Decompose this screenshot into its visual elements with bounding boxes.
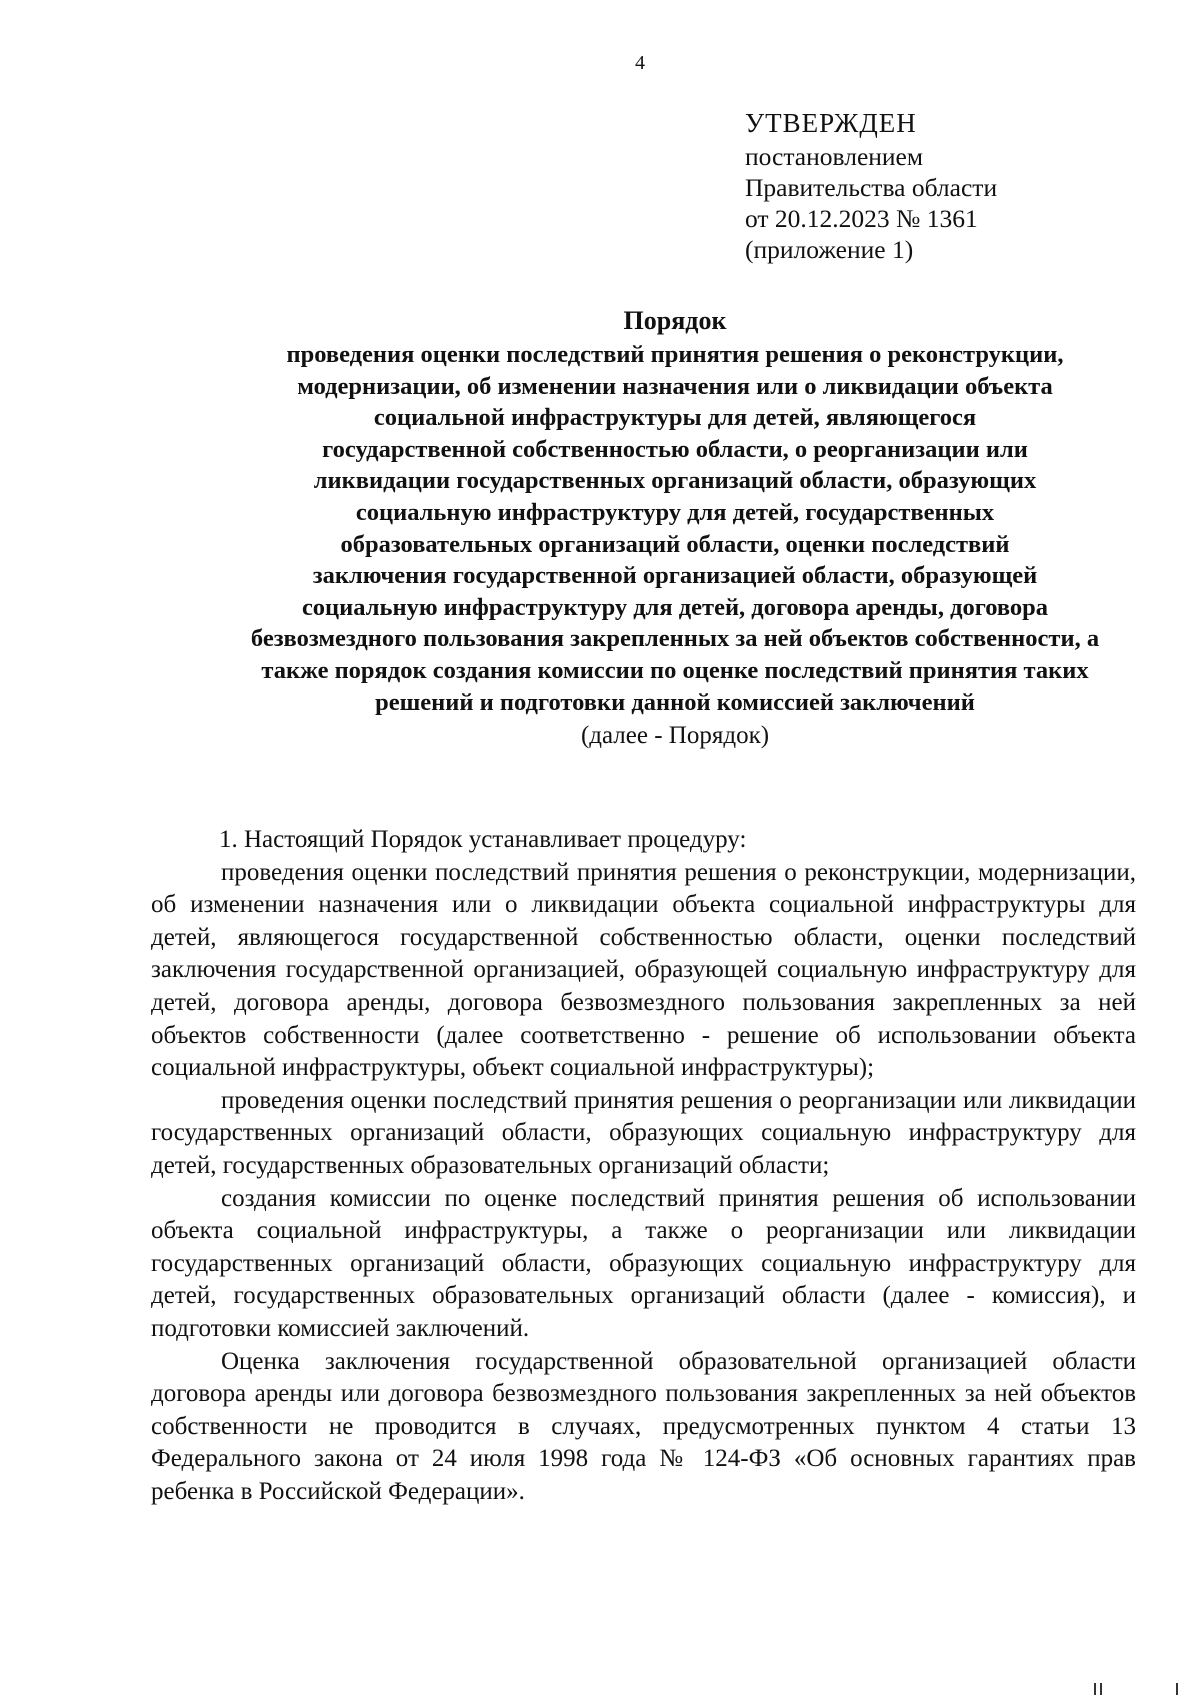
scan-mark: [1176, 1683, 1178, 1695]
heading-line: проведения оценки последствий принятия решения о реконструкции,: [286, 341, 1064, 368]
approval-line: (приложение 1): [745, 235, 914, 264]
scan-mark: [1100, 1683, 1102, 1695]
heading-line: безвозмездного пользования закрепленных за ней объектов собственности, а: [250, 625, 1100, 653]
approval-title: УТВЕРЖДЕН: [745, 108, 917, 138]
heading-title: Порядок: [623, 306, 727, 335]
body-paragraph: 1. Настоящий Порядок устанавливает процедуру:: [219, 826, 747, 853]
heading-line: решений и подготовки данной комиссией заключений: [375, 688, 975, 716]
heading-line: заключения государственной организацией области, образующей: [312, 562, 1038, 590]
document-body: [151, 824, 1136, 1508]
approval-line: Правительства области: [745, 173, 998, 202]
approval-stamp: [745, 108, 1185, 265]
heading-line: модернизации, об изменении назначения или о ликвидации объекта: [297, 372, 1053, 400]
heading-line: образовательных организаций области, оценки последствий: [340, 530, 1010, 558]
heading-line: социальную инфраструктуру для детей, договора аренды, договора: [301, 593, 1049, 621]
heading-line: государственной собственностью области, о реорганизации или: [322, 435, 1028, 463]
heading-line: также порядок создания комиссии по оценке последствий принятия таких: [261, 656, 1089, 684]
approval-line: постановлением: [745, 142, 924, 171]
body-paragraph: проведения оценки последствий принятия решения о реконструкции, модернизации, об изменении назначения или о ликвидации объекта социальной инфраструктуры для детей, являющегося государственной собственностью области, оценки последствий заключения государственной организацией, образующей социальную инфраструктуру для детей, договора аренды, договора безвозмездного пользования закрепленных за ней объектов собственности (далее соответственно - решение об использовании объекта социальной инфраструктуры, объект социальной инфраструктуры);: [151, 858, 1136, 1082]
approval-line: от 20.12.2023 № 1361: [745, 204, 978, 233]
document-heading: [120, 304, 1200, 753]
body-paragraph: создания комиссии по оценке последствий принятия решения об использовании объекта социальной инфраструктуры, а также о реорганизации или ликвидации государственных организаций области, образующих социальную инфраструктуру для детей, государственных образовательных организаций области (далее - комиссия), и подготовки комиссией заключений.: [151, 1184, 1136, 1342]
body-paragraph: проведения оценки последствий принятия решения о реорганизации или ликвидации государственных организаций области, образующих социальную инфраструктуру для детей, государственных образовательных организаций области;: [151, 1086, 1136, 1179]
heading-note: (далее - Порядок): [580, 722, 770, 750]
scan-mark: [1094, 1683, 1096, 1695]
heading-line: социальную инфраструктуру для детей, государственных: [355, 498, 995, 526]
body-paragraph: Оценка заключения государственной образовательной организацией области договора аренды или договора безвозмездного пользования закрепленных за ней объектов собственности не проводится в случаях, предусмотренных пунктом 4 статьи 13 Федерального закона от 24 июля 1998 года № 124-ФЗ «Об основных гарантиях прав ребенка в Российской Федерации».: [151, 1347, 1136, 1505]
scan-edge-marks: [1076, 1681, 1186, 1695]
page-number: 4: [635, 52, 645, 74]
heading-line: социальной инфраструктуры для детей, являющегося: [373, 404, 977, 432]
heading-line: ликвидации государственных организаций области, образующих: [313, 467, 1037, 495]
